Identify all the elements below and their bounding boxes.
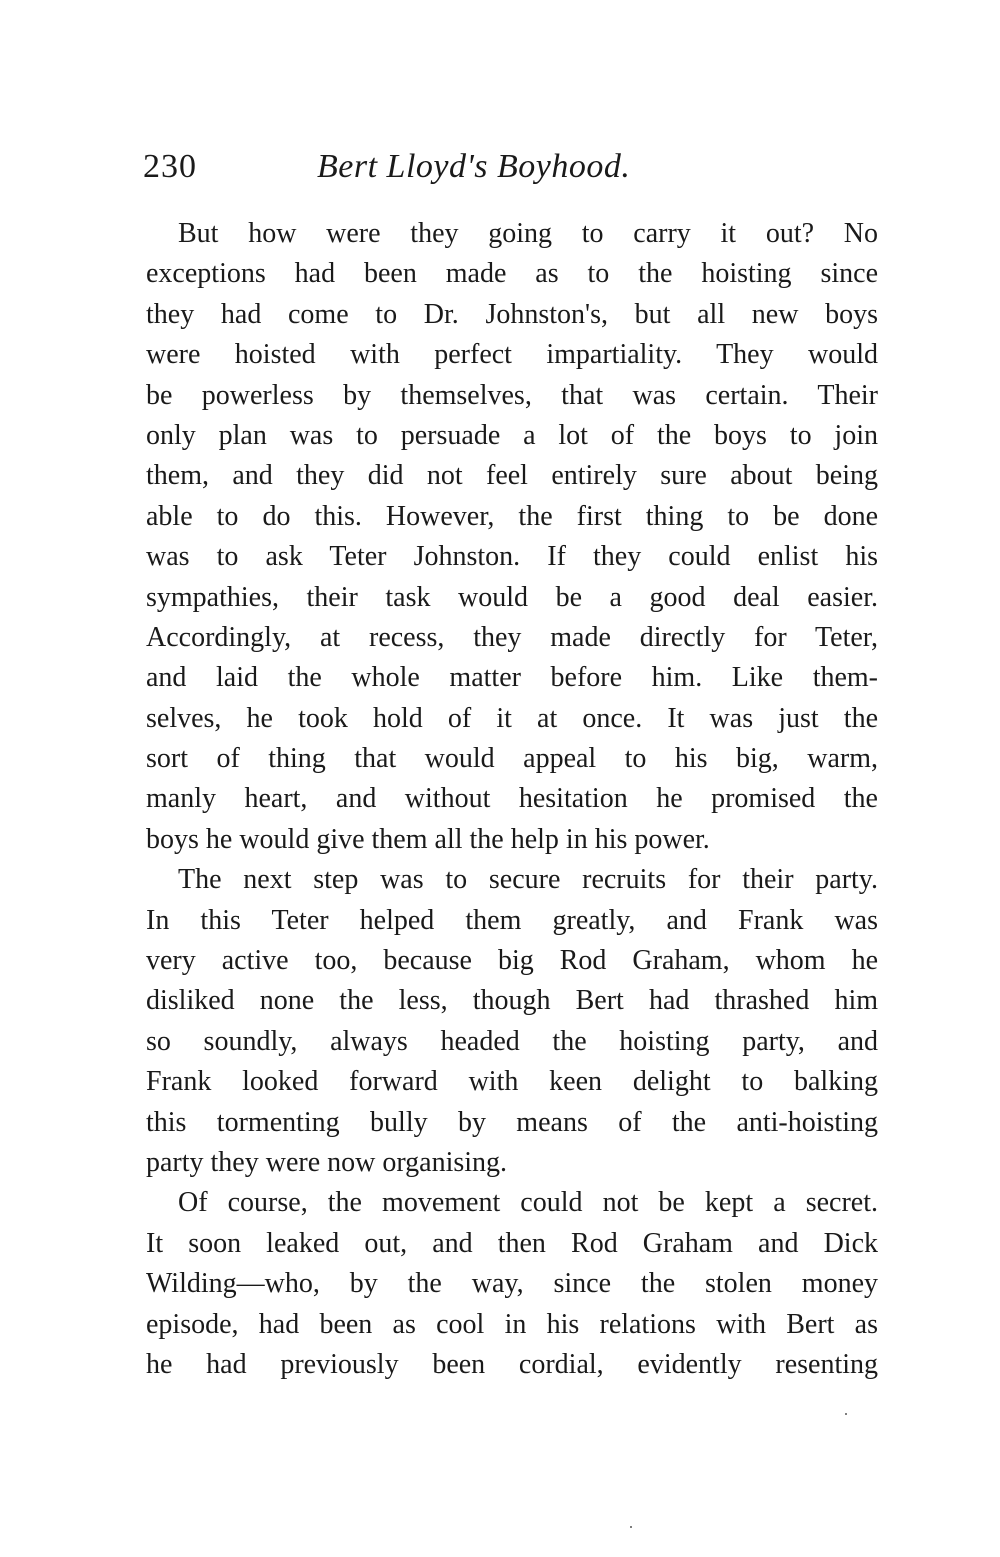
text-line: It soon leaked out, and then Rod Graham and Dick	[146, 1227, 878, 1259]
text-line: he had previously been cordial, evidently resenting	[146, 1348, 878, 1380]
text-line: they had come to Dr. Johnston's, but all new boys	[146, 298, 878, 330]
text-line: them, and they did not feel entirely sure about being	[146, 460, 878, 492]
paragraph	[146, 214, 878, 860]
text-line: was to ask Teter Johnston. If they could enlist his	[146, 541, 878, 573]
text-line: sympathies, their task would be a good deal easier.	[146, 581, 878, 613]
scan-speck	[630, 1526, 632, 1528]
text-line: and laid the whole matter before him. Like them-	[146, 662, 878, 694]
paragraph	[146, 1183, 878, 1385]
text-line: Accordingly, at recess, they made directly for Teter,	[146, 621, 878, 653]
text-line: Wilding—who, by the way, since the stolen money	[146, 1268, 878, 1300]
text-line: able to do this. However, the first thing to be done	[146, 500, 878, 532]
text-line: boys he would give them all the help in his power.	[146, 823, 710, 855]
text-line: Of course, the movement could not be kept a secret.	[178, 1187, 878, 1219]
text-line: The next step was to secure recruits for their party.	[178, 864, 878, 896]
text-line: very active too, because big Rod Graham, whom he	[146, 945, 878, 977]
running-title: Bert Lloyd's Boyhood.	[317, 148, 631, 185]
paragraph	[146, 860, 878, 1183]
text-line: But how were they going to carry it out? No	[178, 218, 878, 249]
text-line: Frank looked forward with keen delight to balking	[146, 1066, 878, 1098]
text-line: In this Teter helped them greatly, and Frank was	[146, 904, 878, 936]
page-number: 230	[143, 148, 197, 185]
text-line: only plan was to persuade a lot of the boys to join	[146, 419, 878, 451]
text-line: exceptions had been made as to the hoisting since	[146, 258, 878, 290]
body-text	[146, 214, 878, 1385]
text-line: party they were now organising.	[146, 1146, 508, 1178]
text-line: so soundly, always headed the hoisting party, and	[146, 1025, 878, 1057]
text-line: disliked none the less, though Bert had thrashed him	[146, 985, 878, 1017]
text-line: were hoisted with perfect impartiality. They would	[146, 339, 878, 371]
text-line: selves, he took hold of it at once. It was just the	[146, 702, 878, 734]
page-header	[143, 148, 883, 198]
text-line: this tormenting bully by means of the anti-hoisting	[146, 1106, 878, 1138]
text-line: episode, had been as cool in his relations with Bert as	[146, 1308, 878, 1340]
text-line: be powerless by themselves, that was certain. Their	[146, 379, 878, 411]
text-line: manly heart, and without hesitation he promised the	[146, 783, 878, 815]
scan-speck	[845, 1413, 847, 1415]
text-line: sort of thing that would appeal to his big, warm,	[146, 743, 878, 775]
